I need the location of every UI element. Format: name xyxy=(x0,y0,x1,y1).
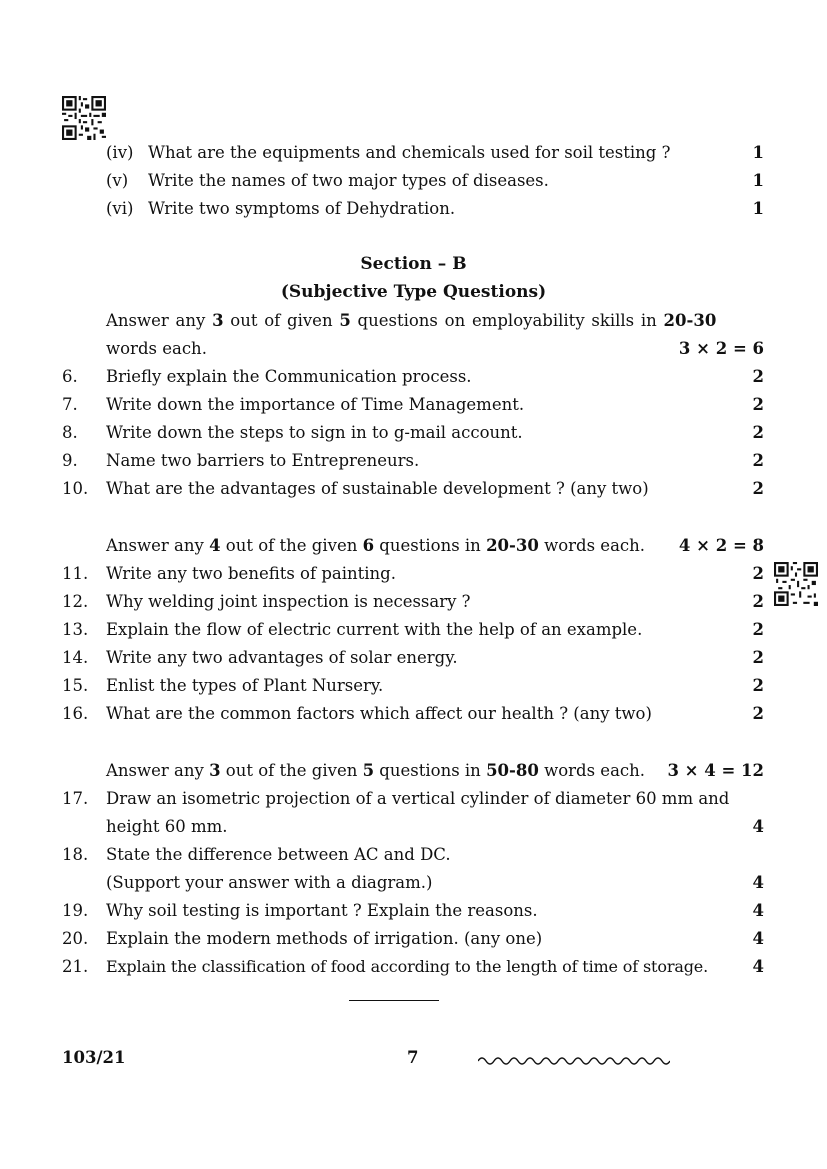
question-number: 8. xyxy=(62,423,78,442)
question-text: Write any two advantages of solar energy. xyxy=(106,648,458,667)
question-number: 18. xyxy=(62,845,89,864)
question-number: (vi) xyxy=(106,199,134,218)
question-row xyxy=(0,139,827,167)
question-row xyxy=(0,700,827,728)
group-marks: 3 × 4 = 12 xyxy=(667,761,764,780)
question-marks: 2 xyxy=(752,451,764,470)
group-marks: 3 × 2 = 6 xyxy=(678,339,764,358)
question-text: Why welding joint inspection is necessary ? xyxy=(106,592,471,611)
question-text: Briefly explain the Communication process. xyxy=(106,367,472,386)
question-text: What are the equipments and chemicals used for soil testing ? xyxy=(148,143,671,162)
question-number: 13. xyxy=(62,620,89,639)
question-number: 16. xyxy=(62,704,89,723)
question-number: 15. xyxy=(62,676,89,695)
question-text: height 60 mm. xyxy=(106,817,228,836)
section-subtitle: (Subjective Type Questions) xyxy=(280,282,547,302)
question-row xyxy=(0,419,827,447)
question-text: Draw an isometric projection of a vertical cylinder of diameter 60 mm and xyxy=(106,789,730,808)
question-text: Write down the importance of Time Management. xyxy=(106,395,525,414)
end-rule-divider xyxy=(349,1000,439,1001)
question-marks: 4 xyxy=(752,873,764,892)
question-number: (iv) xyxy=(106,143,134,162)
instruction-line xyxy=(0,757,827,785)
question-number: 10. xyxy=(62,479,89,498)
instruction-text: words each. xyxy=(106,339,207,358)
question-marks: 2 xyxy=(752,395,764,414)
question-text: State the difference between AC and DC. xyxy=(106,845,451,864)
question-row xyxy=(0,475,827,503)
question-row xyxy=(0,195,827,223)
question-marks: 2 xyxy=(752,367,764,386)
question-row xyxy=(0,953,827,981)
question-text: Write two symptoms of Dehydration. xyxy=(148,199,456,218)
question-number: 21. xyxy=(62,957,89,976)
question-row xyxy=(0,560,827,588)
group-marks: 4 × 2 = 8 xyxy=(678,536,764,555)
question-number: 11. xyxy=(62,564,89,583)
question-marks: 4 xyxy=(752,901,764,920)
question-row-continuation xyxy=(0,869,827,897)
question-marks: 4 xyxy=(752,817,764,836)
question-text: Explain the classification of food according to the length of time of storage. xyxy=(106,957,709,976)
question-text: Enlist the types of Plant Nursery. xyxy=(106,676,384,695)
question-row xyxy=(0,447,827,475)
question-text: Write the names of two major types of diseases. xyxy=(148,171,549,190)
instruction-text: Answer any 3 out of the given 5 questions in 50-80 words each. xyxy=(106,761,646,780)
page-number: 7 xyxy=(407,1048,419,1067)
instruction-line xyxy=(0,532,827,560)
question-text: What are the common factors which affect our health ? (any two) xyxy=(106,704,652,723)
question-number: 14. xyxy=(62,648,89,667)
question-marks: 2 xyxy=(752,704,764,723)
question-text: Explain the modern methods of irrigation. (any one) xyxy=(106,929,543,948)
question-row-continuation xyxy=(0,813,827,841)
question-row xyxy=(0,616,827,644)
wavy-line-icon xyxy=(478,1052,670,1066)
question-marks: 4 xyxy=(752,929,764,948)
question-row xyxy=(0,897,827,925)
question-marks: 1 xyxy=(752,171,764,190)
question-marks: 2 xyxy=(752,592,764,611)
question-row xyxy=(0,167,827,195)
instruction-line xyxy=(0,335,827,363)
question-text: Name two barriers to Entrepreneurs. xyxy=(106,451,420,470)
question-marks: 1 xyxy=(752,199,764,218)
question-number: 6. xyxy=(62,367,78,386)
question-text: Why soil testing is important ? Explain the reasons. xyxy=(106,901,538,920)
instruction-text: Answer any 4 out of the given 6 questions in 20-30 words each. xyxy=(106,536,646,555)
question-text: What are the advantages of sustainable development ? (any two) xyxy=(106,479,649,498)
question-marks: 2 xyxy=(752,676,764,695)
question-text: (Support your answer with a diagram.) xyxy=(106,873,433,892)
paper-code: 103/21 xyxy=(62,1048,126,1067)
question-marks: 2 xyxy=(752,648,764,667)
question-marks: 1 xyxy=(752,143,764,162)
question-row xyxy=(0,363,827,391)
question-number: 9. xyxy=(62,451,78,470)
question-row xyxy=(0,672,827,700)
qr-code-icon xyxy=(62,96,106,140)
question-row xyxy=(0,391,827,419)
section-title: Section – B xyxy=(360,254,467,274)
question-number: 17. xyxy=(62,789,89,808)
question-row xyxy=(0,841,827,869)
instruction-text: Answer any 3 out of given 5 questions on employability skills in 20-30 xyxy=(106,311,717,330)
question-marks: 2 xyxy=(752,423,764,442)
question-number: 7. xyxy=(62,395,78,414)
question-marks: 2 xyxy=(752,620,764,639)
question-text: Write any two benefits of painting. xyxy=(106,564,396,583)
question-row xyxy=(0,644,827,672)
question-number: (v) xyxy=(106,171,129,190)
question-row xyxy=(0,588,827,616)
question-row xyxy=(0,785,827,813)
question-marks: 2 xyxy=(752,564,764,583)
question-marks: 4 xyxy=(752,957,764,976)
qr-code-graphic xyxy=(62,96,106,140)
question-text: Explain the flow of electric current with the help of an example. xyxy=(106,620,643,639)
question-row xyxy=(0,925,827,953)
question-number: 12. xyxy=(62,592,89,611)
question-text: Write down the steps to sign in to g-mail account. xyxy=(106,423,523,442)
question-number: 19. xyxy=(62,901,89,920)
instruction-line xyxy=(0,307,827,335)
question-marks: 2 xyxy=(752,479,764,498)
question-number: 20. xyxy=(62,929,89,948)
